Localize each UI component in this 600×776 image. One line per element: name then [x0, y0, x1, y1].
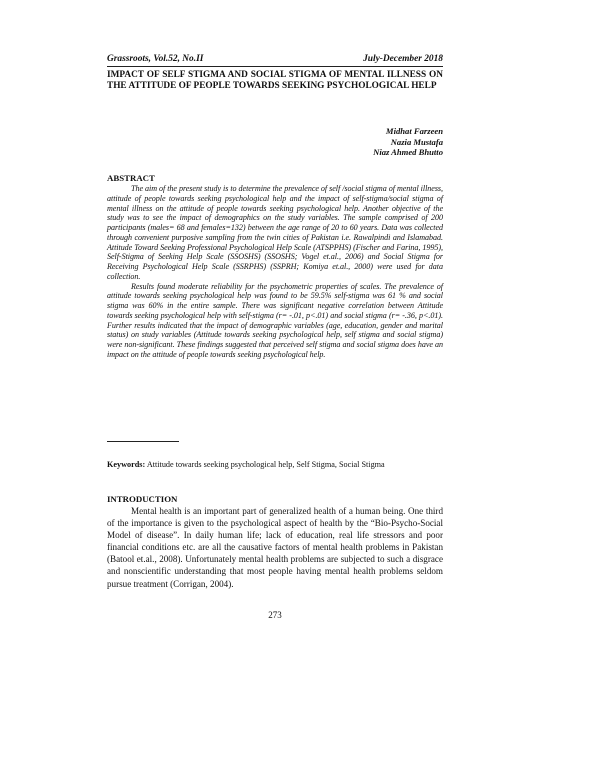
paper-title: IMPACT OF SELF STIGMA AND SOCIAL STIGMA OF MENTAL ILLNESS ON THE ATTITUDE OF PEOPLE TOWARDS SEEKING PSYCHOLOGICAL HELP	[107, 70, 443, 92]
author-list	[373, 126, 443, 158]
introduction-paragraph: Mental health is an important part of generalized health of a human being. One third of the importance is given to the psychological aspect of health by the “Bio-Psycho-Social Model of disease”. In daily human life; lack of education, real life stressors and poor financial conditions etc. are all the causative factors of mental health problems in Pakistan (Batool et.al., 2008). Unfortunately mental health problems are subjected to such a disgrace and nonscientific understanding that most people having mental health problems seldom pursue treatment (Corrigan, 2004).	[107, 506, 443, 589]
keywords-text: Attitude towards seeking psychological help, Self Stigma, Social Stigma	[146, 460, 385, 469]
author-name: Nazia Mustafa	[390, 136, 443, 147]
issue-date: July-December 2018	[363, 54, 443, 64]
abstract-body	[107, 184, 443, 360]
journal-name: Grassroots, Vol.52, No.II	[107, 54, 204, 64]
keywords-label: Keywords:	[107, 460, 146, 469]
abstract-paragraph: The aim of the present study is to determine the prevalence of self /social stigma of mental illness, attitude of people towards seeking psychological help and the impact of self-stigma/social stigma of mental illness on the attitude of people towards seeking psychological help. Another objective of the study was to see the impact of demographics on the study variables. The sample comprised of 200 participants (males= 68 and females=132) between the age range of 20 to 60 years. Data was collected through convenient purposive sampling from the twin cities of Pakistan i.e. Rawalpindi and Islamabad. Attitude Toward Seeking Professional Psychological Help Scale (ATSPPHS) (Fischer and Farina, 1995), Self-Stigma of Seeking Help Scale (SSOSHS) (SSOSHS; Vogel et.al., 2006) and Social Stigma for Receiving Psychological Help Scale (SSRPHS) (SSPRH; Komiya et.al., 2000) were used for data collection.	[107, 184, 443, 281]
author-name: Midhat Farzeen	[385, 126, 443, 136]
header-divider	[107, 66, 443, 67]
page-number: 273	[268, 610, 282, 620]
abstract-paragraph: Results found moderate reliability for the psychometric properties of scales. The prevalence of attitude towards seeking psychological help was found to be 59.5% self-stigma was 61 % and social stigma was 60% in the entire sample. There was significant negative correlation between Attitude towards seeking psychological help with self-stigma (r= -.01, p<.01) and social stigma (r= -.36, p<.01). Further results indicated that the impact of demographic variables (age, education, gender and marital status) on study variables (Attitude towards seeking psychological help, self stigma and social stigma) were non-significant. These findings suggested that perceived self stigma and social stigma does have an impact on the attitude of people towards seeking psychological help.	[107, 281, 443, 359]
footnote-divider	[107, 441, 179, 442]
keywords-line	[107, 460, 467, 469]
introduction-heading: INTRODUCTION	[107, 494, 178, 504]
author-name: Niaz Ahmed Bhutto	[373, 147, 443, 158]
introduction-body	[107, 505, 443, 590]
abstract-heading: ABSTRACT	[107, 173, 155, 183]
